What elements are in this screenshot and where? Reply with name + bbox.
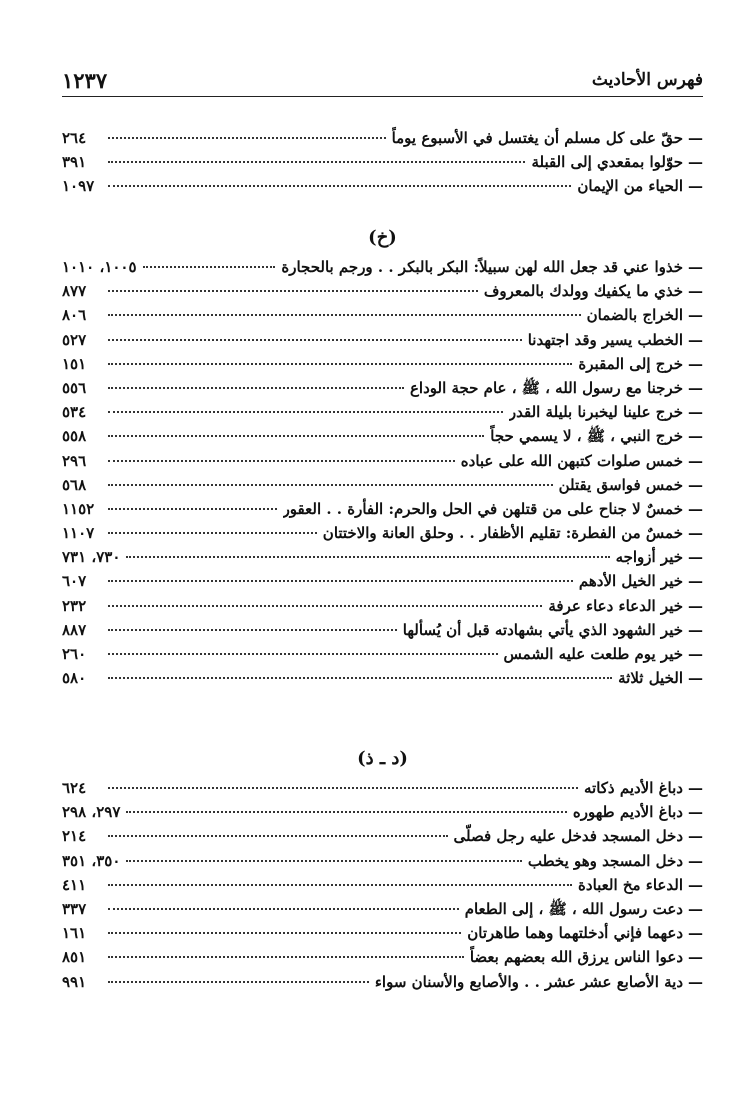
entry-text: خير الخيل الأدهم — [578, 572, 683, 591]
page-number: ١٢٣٧ — [62, 68, 108, 93]
dot-leader — [108, 677, 612, 679]
entry-dash: — — [688, 548, 703, 567]
entry-text: دخل المسجد وهو يخطب — [527, 851, 683, 870]
entry-dash: — — [688, 669, 703, 688]
entry-dash: — — [688, 499, 703, 518]
index-entry — [62, 800, 703, 824]
entry-text: خذي ما يكفيك وولدك بالمعروف — [483, 282, 683, 301]
entry-page-ref: ٢٦٤ — [62, 129, 87, 147]
entry-dash: — — [688, 924, 703, 943]
running-title: فهرس الأحاديث — [591, 70, 703, 90]
entry-list — [62, 776, 703, 994]
index-entry — [62, 126, 703, 150]
entry-text: خذوا عني قد جعل الله لهن سبيلاً: البكر بالبكر . . ورجم بالحجارة — [281, 258, 683, 276]
entry-page-ref: ٨٥١ — [62, 948, 87, 967]
dot-leader — [126, 556, 609, 558]
dot-leader — [108, 435, 484, 437]
entry-text: خير الدعاء دعاء عرفة — [548, 596, 683, 615]
entry-list — [62, 255, 703, 690]
entry-page-ref: ٥٣٤ — [62, 403, 87, 422]
entry-page-ref: ٥٦٨ — [62, 475, 87, 494]
index-entry — [62, 594, 703, 618]
index-entry — [62, 449, 703, 473]
entry-text: خرج إلى المقبرة — [578, 354, 683, 373]
entry-dash: — — [688, 524, 703, 543]
entry-text: خرج النبي ، ﷺ ، لا يسمي حجاً — [490, 427, 683, 446]
index-entry — [62, 824, 703, 848]
index-entry — [62, 618, 703, 642]
dot-leader — [108, 605, 542, 607]
index-entry — [62, 424, 703, 448]
entry-page-ref: ٢٣٢ — [62, 596, 87, 615]
entry-dash: — — [688, 153, 703, 172]
entry-dash: — — [688, 354, 703, 373]
entry-text: الحياء من الإيمان — [577, 177, 683, 196]
entry-page-ref: ١٠٩٧ — [62, 177, 95, 196]
entry-dash: — — [688, 572, 703, 591]
dot-leader — [108, 532, 317, 534]
section-title: (د ـ ذ) — [357, 748, 408, 769]
entry-page-ref: ١١٥٢ — [62, 499, 95, 518]
dot-leader — [108, 932, 461, 934]
dot-leader — [108, 508, 277, 510]
entry-page-ref: ٧٣٠، ٧٣١ — [62, 548, 121, 567]
index-entry — [62, 473, 703, 497]
dot-leader — [108, 908, 459, 910]
index-entry — [62, 150, 703, 174]
section-ha — [62, 126, 703, 199]
entry-page-ref: ٣٩١ — [62, 153, 87, 172]
entry-dash: — — [688, 972, 703, 991]
entry-text: خير أزواجه — [615, 548, 683, 567]
entry-page-ref: ٥٨٠ — [62, 669, 87, 688]
entry-page-ref: ٢٦٠ — [62, 645, 87, 663]
entry-page-ref: ٨٨٧ — [62, 620, 87, 639]
entry-text: الخطب يسير وقد اجتهدنا — [527, 330, 683, 349]
entry-page-ref: ١٥١ — [62, 354, 87, 373]
entry-dash: — — [688, 803, 703, 822]
entry-page-ref: ٩٩١ — [62, 972, 87, 991]
index-entry — [62, 897, 703, 921]
index-entry — [62, 255, 703, 279]
entry-text: دعوا الناس يرزق الله بعضهم بعضاً — [469, 948, 683, 967]
entry-text: حقّ على كل مسلم أن يغتسل في الأسبوع يوماً — [391, 129, 683, 147]
entry-dash: — — [688, 258, 703, 276]
entry-text: خمس صلوات كتبهن الله على عباده — [460, 451, 683, 470]
entry-page-ref: ٥٥٦ — [62, 378, 87, 397]
entry-page-ref: ٥٥٨ — [62, 427, 87, 446]
index-entry — [62, 352, 703, 376]
entry-text: الخراج بالضمان — [586, 306, 683, 325]
index-entry — [62, 545, 703, 569]
dot-leader — [108, 290, 478, 292]
index-entry — [62, 849, 703, 873]
entry-text: دخل المسجد فدخل عليه رجل فصلّى — [453, 827, 683, 846]
index-entry — [62, 328, 703, 352]
entry-list — [62, 126, 703, 199]
entry-page-ref: ٦٢٤ — [62, 779, 87, 797]
entry-text: الدعاء مخ العبادة — [578, 875, 683, 894]
index-entry — [62, 497, 703, 521]
dot-leader — [108, 387, 404, 389]
entry-dash: — — [688, 378, 703, 397]
entry-page-ref: ٨٧٧ — [62, 282, 87, 301]
dot-leader — [143, 266, 276, 268]
entry-page-ref: ١١٠٧ — [62, 524, 95, 543]
entry-page-ref: ٨٠٦ — [62, 306, 87, 325]
entry-dash: — — [688, 451, 703, 470]
entry-page-ref: ٣٥٠، ٣٥١ — [62, 851, 121, 870]
entry-dash: — — [688, 851, 703, 870]
dot-leader — [108, 161, 525, 163]
dot-leader — [108, 629, 397, 631]
dot-leader — [108, 787, 578, 789]
index-entry — [62, 945, 703, 969]
dot-leader — [108, 460, 455, 462]
section-kha — [62, 221, 703, 690]
index-entry — [62, 400, 703, 424]
dot-leader — [108, 956, 464, 958]
entry-dash: — — [688, 306, 703, 325]
entry-dash: — — [688, 899, 703, 918]
entry-dash: — — [688, 330, 703, 349]
entry-dash: — — [688, 779, 703, 797]
entry-page-ref: ٢٩٧، ٢٩٨ — [62, 803, 121, 822]
dot-leader — [108, 653, 498, 655]
entry-page-ref: ٢٩٦ — [62, 451, 87, 470]
index-entry — [62, 174, 703, 198]
entry-page-ref: ٦٠٧ — [62, 572, 87, 591]
dot-leader — [126, 811, 566, 813]
dot-leader — [108, 884, 572, 886]
section-dal-dhal — [62, 742, 703, 994]
index-entry — [62, 873, 703, 897]
entry-text: دية الأصابع عشر عشر . . والأصابع والأسنان سواء — [374, 972, 683, 991]
entry-text: خير يوم طلعت عليه الشمس — [503, 645, 683, 663]
entry-dash: — — [688, 177, 703, 196]
entry-dash: — — [688, 827, 703, 846]
dot-leader — [108, 411, 503, 413]
page-header — [62, 64, 703, 97]
index-entry — [62, 642, 703, 666]
dot-leader — [108, 484, 553, 486]
entry-text: خمسٌ من الفطرة: تقليم الأظفار . . وحلق العانة والاختتان — [322, 524, 683, 543]
entry-text: الخيل ثلاثة — [618, 669, 683, 688]
entry-text: خرج علينا ليخبرنا بليلة القدر — [508, 403, 683, 422]
dot-leader — [108, 835, 448, 837]
entry-dash: — — [688, 596, 703, 615]
entry-text: دباغ الأديم طهوره — [572, 803, 683, 822]
index-entry — [62, 569, 703, 593]
entry-dash: — — [688, 129, 703, 147]
entry-text: دعهما فإني أدخلتهما وهما طاهرتان — [467, 924, 683, 943]
entry-dash: — — [688, 948, 703, 967]
entry-text: خمس فواسق يقتلن — [558, 475, 683, 494]
dot-leader — [108, 137, 386, 139]
dot-leader — [108, 314, 581, 316]
entry-dash: — — [688, 620, 703, 639]
entry-dash: — — [688, 282, 703, 301]
dot-leader — [108, 339, 522, 341]
entry-page-ref: ٢١٤ — [62, 827, 87, 846]
entry-text: دعت رسول الله ، ﷺ ، إلى الطعام — [464, 899, 683, 918]
entry-text: خمسٌ لا جناح على من قتلهن في الحل والحرم: الفأرة . . العقور — [282, 499, 683, 518]
entry-dash: — — [688, 427, 703, 446]
entry-dash: — — [688, 475, 703, 494]
entry-dash: — — [688, 875, 703, 894]
dot-leader — [108, 981, 369, 983]
dot-leader — [108, 580, 573, 582]
entry-text: خير الشهود الذي يأتي بشهادته قبل أن يُسألها — [402, 620, 683, 639]
dot-leader — [108, 363, 572, 365]
entry-text: حوّلوا بمقعدي إلى القبلة — [531, 153, 683, 172]
index-entry — [62, 376, 703, 400]
dot-leader — [108, 185, 571, 187]
index-entry — [62, 776, 703, 800]
index-entry — [62, 521, 703, 545]
entry-page-ref: ٣٣٧ — [62, 899, 87, 918]
index-entry — [62, 921, 703, 945]
index-entry — [62, 279, 703, 303]
index-entry — [62, 303, 703, 327]
index-entry — [62, 970, 703, 994]
entry-page-ref: ٥٢٧ — [62, 330, 87, 349]
dot-leader — [126, 860, 521, 862]
entry-dash: — — [688, 645, 703, 663]
entry-text: دباغ الأديم ذكاته — [584, 779, 683, 797]
entry-dash: — — [688, 403, 703, 422]
section-title: (خ) — [368, 227, 397, 248]
entry-text: خرجنا مع رسول الله ، ﷺ ، عام حجة الوداع — [409, 378, 683, 397]
entry-page-ref: ١٠٠٥، ١٠١٠ — [62, 258, 137, 276]
entry-page-ref: ١٦١ — [62, 924, 87, 943]
index-entry — [62, 666, 703, 690]
entry-page-ref: ٤١١ — [62, 875, 87, 894]
